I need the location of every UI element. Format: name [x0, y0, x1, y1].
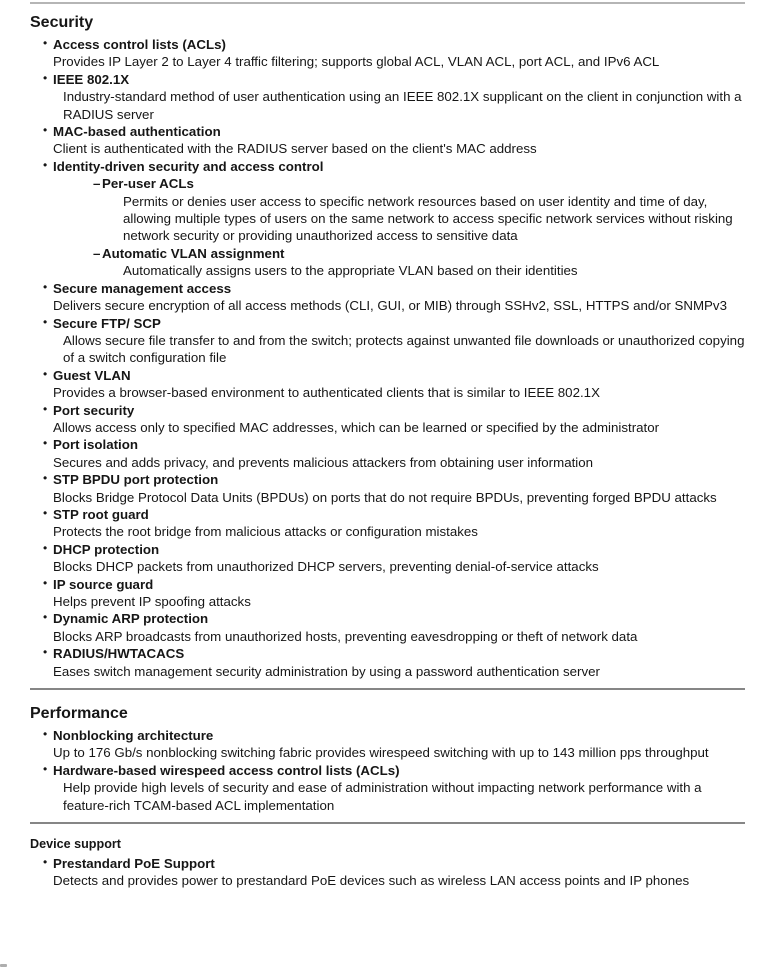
bullet-icon: • — [43, 366, 48, 381]
device-support-feature-list — [0, 855, 745, 890]
bullet-icon: • — [43, 540, 48, 555]
feature-title: Port isolation — [53, 437, 138, 453]
feature-item — [0, 471, 745, 506]
bullet-icon: • — [43, 855, 48, 870]
feature-item — [0, 402, 745, 437]
section-divider — [30, 2, 745, 4]
feature-description: Blocks DHCP packets from unauthorized DHCP servers, preventing denial-of-service attacks — [53, 559, 599, 575]
security-feature-list — [0, 36, 745, 680]
bullet-icon: • — [43, 471, 48, 486]
feature-description: Allows secure file transfer to and from the switch; protects against unwanted file downloads or unauthorized copying of a switch configuration file — [63, 332, 745, 366]
feature-item — [0, 762, 745, 814]
feature-item — [0, 367, 745, 402]
feature-description: Secures and adds privacy, and prevents malicious attackers from obtaining user information — [53, 454, 594, 470]
bullet-icon: • — [43, 761, 48, 776]
feature-description: Helps prevent IP spoofing attacks — [53, 594, 251, 609]
feature-item — [0, 315, 745, 367]
feature-title: DHCP protection — [53, 541, 160, 557]
bullet-icon: • — [43, 314, 48, 329]
feature-item — [0, 576, 745, 611]
feature-description: Blocks Bridge Protocol Data Units (BPDUs) on ports that do not require BPDUs, preventing forged BPDU attacks — [53, 489, 717, 505]
feature-description: Industry-standard method of user authentication using an IEEE 802.1X supplicant on the client in conjunction with a RADIUS server — [63, 89, 742, 122]
bullet-icon: • — [43, 610, 48, 625]
feature-title: Guest VLAN — [53, 367, 131, 383]
feature-description: Up to 176 Gb/s nonblocking switching fabric provides wirespeed switching with up to 143 million pps throughput — [53, 745, 709, 761]
feature-title: Access control lists (ACLs) — [53, 37, 226, 52]
feature-item — [0, 280, 745, 315]
bullet-icon: • — [43, 575, 48, 590]
feature-item — [0, 123, 745, 158]
feature-title: RADIUS/HWTACACS — [53, 646, 185, 662]
bullet-icon: • — [43, 436, 48, 451]
feature-title: IEEE 802.1X — [53, 71, 130, 87]
feature-title: Secure FTP/ SCP — [53, 315, 161, 331]
page-edge-artifact — [0, 964, 7, 967]
bullet-icon: • — [43, 157, 48, 172]
feature-description: Blocks ARP broadcasts from unauthorized hosts, preventing eavesdropping or theft of network data — [53, 628, 638, 644]
bullet-icon: • — [43, 70, 48, 85]
feature-title: STP root guard — [53, 506, 149, 522]
bullet-icon: • — [43, 401, 48, 416]
section-divider — [30, 822, 745, 824]
section-heading-performance: Performance — [30, 705, 128, 723]
bullet-icon: • — [43, 279, 48, 294]
sub-feature-description: Permits or denies user access to specific network resources based on user identity and time of day, allowing multiple types of users on the same network to access specific network services without risking network security or providing unauthorized access to sensitive data — [123, 193, 733, 244]
feature-item — [0, 436, 745, 471]
feature-title: Dynamic ARP protection — [53, 611, 209, 627]
feature-item — [0, 506, 745, 541]
feature-item — [0, 645, 745, 680]
sub-feature-title: Automatic VLAN assignment — [102, 245, 285, 261]
feature-title: Identity-driven security and access control — [53, 158, 324, 174]
feature-title: Prestandard PoE Support — [53, 856, 215, 872]
section-heading-security: Security — [30, 14, 94, 31]
bullet-icon: • — [43, 36, 48, 50]
bullet-icon: • — [43, 505, 48, 520]
sub-feature-item — [53, 175, 745, 245]
performance-feature-list — [0, 727, 745, 814]
sub-feature-item — [53, 245, 745, 280]
feature-title: IP source guard — [53, 576, 154, 592]
dash-icon: – — [93, 245, 101, 261]
feature-description: Provides IP Layer 2 to Layer 4 traffic filtering; supports global ACL, VLAN ACL, port ACL, and IPv6 ACL — [53, 54, 660, 70]
sub-feature-description: Automatically assigns users to the appropriate VLAN based on their identities — [123, 263, 578, 279]
feature-description: Protects the root bridge from malicious attacks or configuration mistakes — [53, 524, 478, 540]
feature-item — [0, 158, 745, 280]
feature-item — [0, 610, 745, 645]
feature-item — [0, 541, 745, 576]
feature-title: Nonblocking architecture — [53, 728, 214, 744]
feature-item — [0, 71, 745, 123]
feature-description: Provides a browser-based environment to authenticated clients that is similar to IEEE 802.1X — [53, 385, 600, 401]
bullet-icon: • — [43, 645, 48, 660]
feature-description: Eases switch management security administration by using a password authentication server — [53, 663, 600, 679]
feature-description: Detects and provides power to prestandard PoE devices such as wireless LAN access points and IP phones — [53, 873, 690, 889]
feature-description: Client is authenticated with the RADIUS server based on the client's MAC address — [53, 141, 537, 157]
bullet-icon: • — [43, 123, 48, 138]
feature-title: Hardware-based wirespeed access control lists (ACLs) — [53, 762, 400, 778]
feature-item — [0, 36, 745, 71]
section-divider — [30, 688, 745, 690]
feature-title: Secure management access — [53, 280, 232, 296]
feature-description: Delivers secure encryption of all access methods (CLI, GUI, or MIB) through SSHv2, SSL, HTTPS and/or SNMPv3 — [53, 298, 727, 314]
feature-title: Port security — [53, 402, 135, 418]
datasheet-page — [0, 2, 745, 890]
feature-description: Allows access only to specified MAC addresses, which can be learned or specified by the administrator — [53, 419, 660, 435]
feature-description: Help provide high levels of security and ease of administration without impacting network performance with a feature-rich TCAM-based ACL implementation — [63, 780, 702, 813]
bullet-icon: • — [43, 727, 48, 742]
sub-feature-title: Per-user ACLs — [102, 176, 194, 192]
section-heading-device-support: Device support — [30, 837, 121, 852]
feature-title: MAC-based authentication — [53, 124, 221, 140]
feature-item — [0, 855, 745, 890]
dash-icon: – — [93, 176, 101, 192]
feature-title: STP BPDU port protection — [53, 472, 219, 488]
feature-item — [0, 727, 745, 762]
